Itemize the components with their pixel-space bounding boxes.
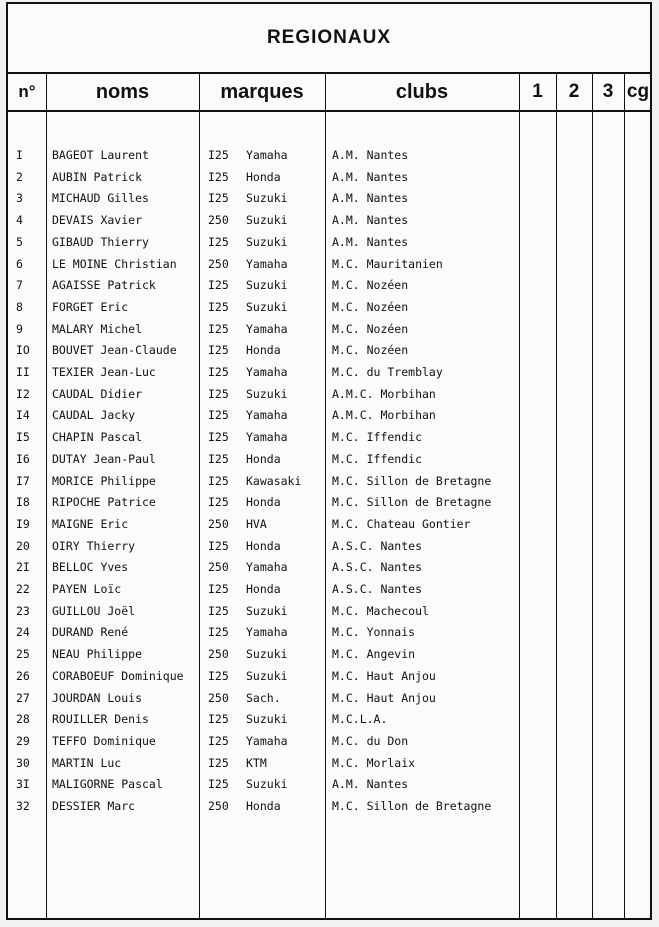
header-heat-2: 2 <box>568 81 580 102</box>
club-name: M.C. Sillon de Bretagne <box>332 495 492 510</box>
engine-size: 250 <box>208 690 229 705</box>
club-name: M.C. Nozéen <box>332 343 409 358</box>
club-name: A.M. Nantes <box>332 777 409 792</box>
motorcycle-brand: Yamaha <box>246 560 288 575</box>
motorcycle-brand: Honda <box>246 799 281 813</box>
motorcycle-brand: Suzuki <box>246 712 288 727</box>
header-clubs: clubs <box>395 80 449 103</box>
engine-size: I25 <box>208 777 229 792</box>
motorcycle-brand: Yamaha <box>246 733 288 748</box>
rider-name: MAIGNE Eric <box>52 516 129 531</box>
engine-size: I25 <box>208 733 229 748</box>
rider-name: DUTAY Jean-Paul <box>52 451 156 466</box>
rider-name: AGAISSE Patrick <box>52 278 156 293</box>
rider-number: 32 <box>16 799 30 813</box>
engine-size: I25 <box>208 430 229 445</box>
table-row <box>8 449 650 470</box>
club-name: M.C. Morlaix <box>332 755 416 770</box>
table-row <box>8 254 650 275</box>
club-name: M.C. Haut Anjou <box>332 690 436 705</box>
club-name: A.M. Nantes <box>332 191 409 206</box>
engine-size: I25 <box>208 582 229 596</box>
club-name: A.M. Nantes <box>332 213 409 228</box>
header-overall: cg <box>626 81 650 102</box>
engine-size: 250 <box>208 213 229 228</box>
table-row <box>8 319 650 340</box>
club-name: M.C. Yonnais <box>332 625 416 640</box>
motorcycle-brand: Suzuki <box>246 234 288 249</box>
table-row <box>8 579 650 600</box>
rider-name: JOURDAN Louis <box>52 690 143 705</box>
club-name: M.C. Mauritanien <box>332 256 443 271</box>
rider-number: 24 <box>16 625 30 640</box>
rider-number: 9 <box>16 321 23 336</box>
table-row <box>8 384 650 405</box>
table-row <box>8 731 650 752</box>
motorcycle-brand: Suzuki <box>246 278 288 293</box>
rider-number: 30 <box>16 755 30 770</box>
rider-number: 23 <box>16 603 30 618</box>
motorcycle-brand: Suzuki <box>246 191 288 206</box>
engine-size: I25 <box>208 148 229 162</box>
engine-size: I25 <box>208 755 229 770</box>
rider-name: CAUDAL Didier <box>52 386 143 401</box>
page-title: REGIONAUX <box>8 4 650 74</box>
engine-size: I25 <box>208 712 229 727</box>
rider-name: GIBAUD Thierry <box>52 234 149 249</box>
table-row <box>8 340 650 361</box>
motorcycle-brand: Suzuki <box>246 386 288 401</box>
rider-number: 25 <box>16 647 30 662</box>
table-row <box>8 536 650 557</box>
motorcycle-brand: Yamaha <box>246 625 288 640</box>
rider-name: BAGEOT Laurent <box>52 148 149 162</box>
club-name: A.M.C. Morbihan <box>332 408 436 423</box>
header-names: noms <box>95 80 150 103</box>
motorcycle-brand: Suzuki <box>246 299 288 314</box>
engine-size: I25 <box>208 386 229 401</box>
table-row <box>8 644 650 665</box>
rider-number: 22 <box>16 582 30 596</box>
rider-number: 2 <box>16 169 23 184</box>
table-row <box>8 232 650 253</box>
motorcycle-brand: Suzuki <box>246 668 288 683</box>
engine-size: I25 <box>208 299 229 314</box>
engine-size: I25 <box>208 668 229 683</box>
rider-name: FORGET Eric <box>52 299 129 314</box>
rider-name: TEXIER Jean-Luc <box>52 365 156 379</box>
table-row <box>8 145 650 166</box>
table-row <box>8 666 650 687</box>
rider-number: 3I <box>16 777 30 792</box>
rider-number: 26 <box>16 668 30 683</box>
engine-size: I25 <box>208 451 229 466</box>
rider-number: I5 <box>16 430 30 445</box>
motorcycle-brand: Yamaha <box>246 256 288 271</box>
motorcycle-brand: Honda <box>246 451 281 466</box>
header-heat-1: 1 <box>532 81 543 102</box>
motorcycle-brand: Honda <box>246 343 281 358</box>
rider-name: DEVAIS Xavier <box>52 213 143 228</box>
engine-size: 250 <box>208 256 229 271</box>
rider-name: MICHAUD Gilles <box>52 191 149 206</box>
header-brands: marques <box>220 80 304 103</box>
engine-size: I25 <box>208 278 229 293</box>
engine-size: I25 <box>208 603 229 618</box>
rider-name: RIPOCHE Patrice <box>52 495 156 510</box>
engine-size: I25 <box>208 495 229 510</box>
motorcycle-brand: Honda <box>246 495 281 510</box>
rider-number: 20 <box>16 538 30 553</box>
table-row <box>8 167 650 188</box>
motorcycle-brand: Yamaha <box>246 430 288 445</box>
club-name: M.C. Machecoul <box>332 603 429 618</box>
motorcycle-brand: Suzuki <box>246 777 288 792</box>
engine-size: I25 <box>208 625 229 640</box>
club-name: M.C. Chateau Gontier <box>332 516 471 531</box>
rider-number: I9 <box>16 516 30 531</box>
rider-name: TEFFO Dominique <box>52 733 156 748</box>
motorcycle-brand: Suzuki <box>246 213 288 228</box>
engine-size: I25 <box>208 538 229 553</box>
rider-name: LE MOINE Christian <box>52 256 177 271</box>
rider-number: 2I <box>16 560 30 575</box>
header-heat-3: 3 <box>602 81 614 102</box>
club-name: A.M. Nantes <box>332 234 409 249</box>
table-row <box>8 297 650 318</box>
table-row <box>8 774 650 795</box>
club-name: M.C. Sillon de Bretagne <box>332 473 492 488</box>
club-name: A.S.C. Nantes <box>332 582 423 596</box>
motorcycle-brand: Honda <box>246 169 281 184</box>
engine-size: 250 <box>208 560 229 575</box>
header-number: n° <box>18 82 36 101</box>
rider-name: BOUVET Jean-Claude <box>52 343 177 358</box>
club-name: A.M.C. Morbihan <box>332 386 436 401</box>
table-row <box>8 688 650 709</box>
rider-name: ROUILLER Denis <box>52 712 149 727</box>
club-name: M.C. Iffendic <box>332 430 423 445</box>
rider-name: MARTIN Luc <box>52 755 122 770</box>
rider-number: II <box>16 365 30 379</box>
motorcycle-brand: Yamaha <box>246 148 288 162</box>
motorcycle-brand: HVA <box>246 516 267 531</box>
club-name: A.M. Nantes <box>332 169 409 184</box>
table-row <box>8 492 650 513</box>
engine-size: I25 <box>208 321 229 336</box>
engine-size: 250 <box>208 647 229 662</box>
engine-size: I25 <box>208 234 229 249</box>
table-row <box>8 471 650 492</box>
rider-number: 28 <box>16 712 30 727</box>
rider-name: AUBIN Patrick <box>52 169 143 184</box>
rider-name: DESSIER Marc <box>52 799 136 813</box>
rider-number: I6 <box>16 451 30 466</box>
motorcycle-brand: Suzuki <box>246 603 288 618</box>
table-row <box>8 362 650 383</box>
engine-size: I25 <box>208 473 229 488</box>
rider-name: DURAND René <box>52 625 129 640</box>
motorcycle-brand: Yamaha <box>246 408 288 423</box>
club-name: A.M. Nantes <box>332 148 409 162</box>
engine-size: I25 <box>208 169 229 184</box>
table-header <box>8 74 650 112</box>
table-row <box>8 796 650 817</box>
table-row <box>8 427 650 448</box>
rider-number: I <box>16 148 23 162</box>
rider-name: OIRY Thierry <box>52 538 136 553</box>
rider-name: PAYEN Loïc <box>52 582 122 596</box>
rider-name: MALARY Michel <box>52 321 143 336</box>
rider-number: I7 <box>16 473 30 488</box>
motorcycle-brand: Suzuki <box>246 647 288 662</box>
rider-number: I8 <box>16 495 30 510</box>
rider-name: NEAU Philippe <box>52 647 143 662</box>
rider-number: IO <box>16 343 30 358</box>
table-row <box>8 753 650 774</box>
motorcycle-brand: Yamaha <box>246 365 288 379</box>
engine-size: I25 <box>208 343 229 358</box>
engine-size: 250 <box>208 516 229 531</box>
rider-name: CHAPIN Pascal <box>52 430 143 445</box>
club-name: M.C. Nozéen <box>332 278 409 293</box>
club-name: A.S.C. Nantes <box>332 560 423 575</box>
rider-number: 7 <box>16 278 23 293</box>
rider-number: 3 <box>16 191 23 206</box>
motorcycle-brand: Kawasaki <box>246 473 302 488</box>
results-sheet <box>6 2 652 920</box>
club-name: M.C. Sillon de Bretagne <box>332 799 492 813</box>
club-name: M.C.L.A. <box>332 712 388 727</box>
club-name: M.C. Haut Anjou <box>332 668 436 683</box>
club-name: M.C. Angevin <box>332 647 416 662</box>
rider-number: 5 <box>16 234 23 249</box>
engine-size: I25 <box>208 365 229 379</box>
club-name: M.C. Nozéen <box>332 299 409 314</box>
rider-number: 8 <box>16 299 23 314</box>
motorcycle-brand: Honda <box>246 582 281 596</box>
rider-name: CAUDAL Jacky <box>52 408 136 423</box>
motorcycle-brand: Honda <box>246 538 281 553</box>
table-row <box>8 275 650 296</box>
engine-size: 250 <box>208 799 229 813</box>
table-row <box>8 188 650 209</box>
table-row <box>8 601 650 622</box>
table-row <box>8 709 650 730</box>
table-row <box>8 557 650 578</box>
rider-name: MORICE Philippe <box>52 473 156 488</box>
club-name: M.C. Nozéen <box>332 321 409 336</box>
rider-number: I4 <box>16 408 30 423</box>
table-row <box>8 405 650 426</box>
club-name: M.C. du Don <box>332 733 409 748</box>
rider-name: BELLOC Yves <box>52 560 129 575</box>
table-row <box>8 514 650 535</box>
motorcycle-brand: Yamaha <box>246 321 288 336</box>
rider-name: MALIGORNE Pascal <box>52 777 163 792</box>
motorcycle-brand: Sach. <box>246 690 281 705</box>
rider-number: I2 <box>16 386 30 401</box>
engine-size: I25 <box>208 408 229 423</box>
rider-name: CORABOEUF Dominique <box>52 668 184 683</box>
club-name: A.S.C. Nantes <box>332 538 423 553</box>
rider-number: 4 <box>16 213 23 228</box>
rider-number: 6 <box>16 256 23 271</box>
rider-name: GUILLOU Joël <box>52 603 136 618</box>
table-row <box>8 622 650 643</box>
engine-size: I25 <box>208 191 229 206</box>
club-name: M.C. du Tremblay <box>332 365 443 379</box>
motorcycle-brand: KTM <box>246 755 267 770</box>
club-name: M.C. Iffendic <box>332 451 423 466</box>
table-row <box>8 210 650 231</box>
rider-number: 29 <box>16 733 30 748</box>
rider-number: 27 <box>16 690 30 705</box>
